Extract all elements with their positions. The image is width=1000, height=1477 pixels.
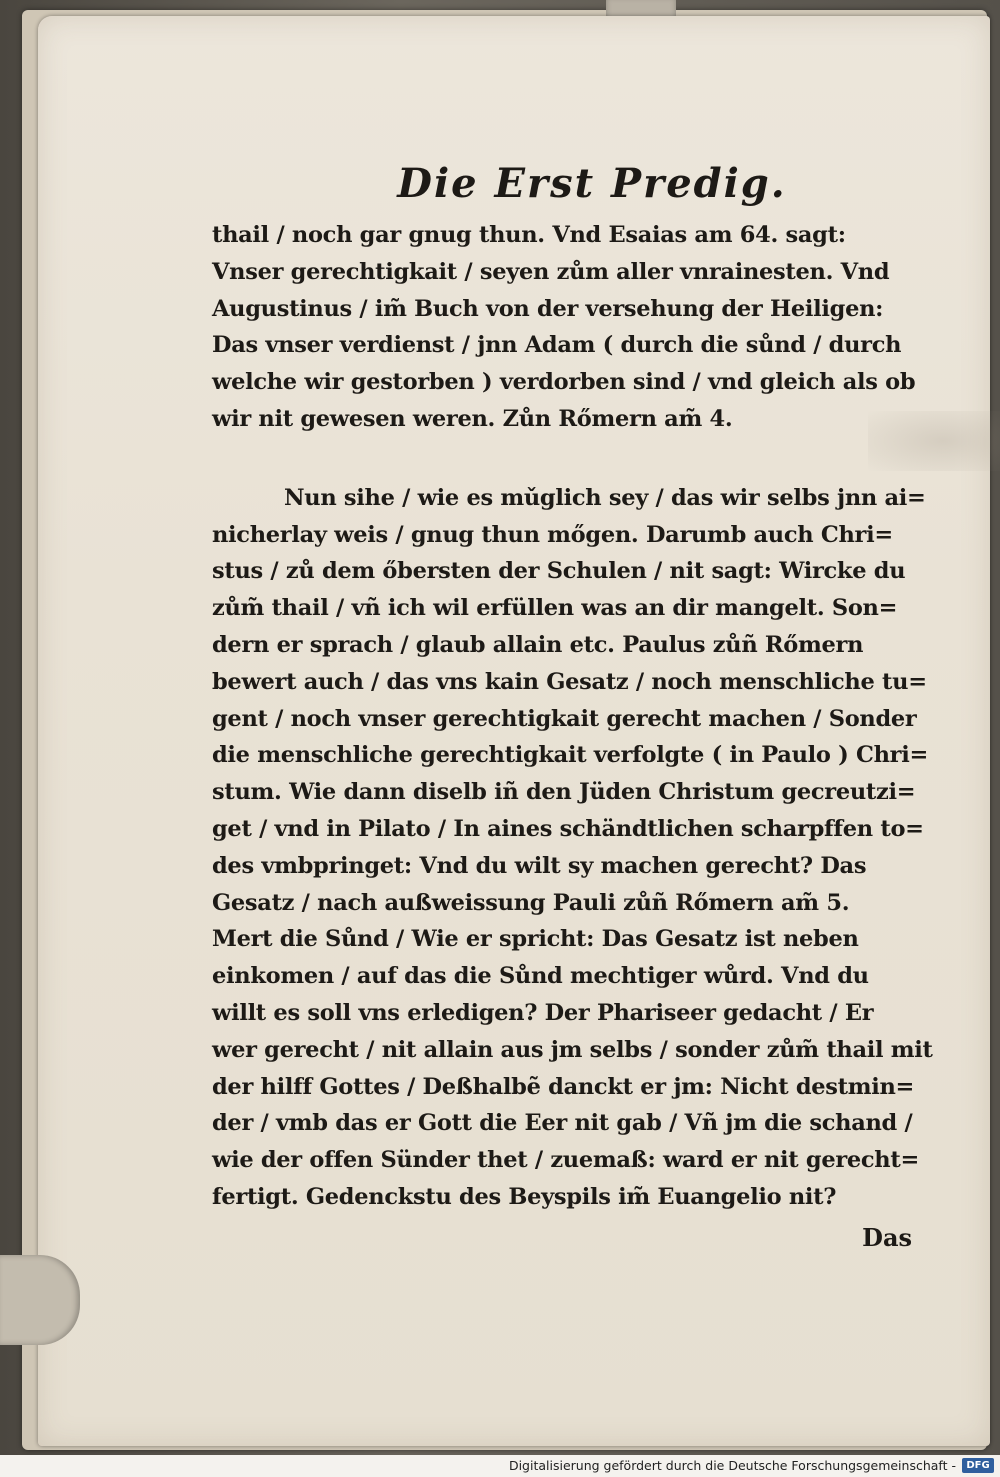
text-line: willt es soll vns erledigen? Der Phariseer gedacht / Er <box>212 999 874 1026</box>
text-line: fertigt. Gedenckstu des Beyspils im̃ Euangelio nit? <box>212 1183 837 1210</box>
text-line: get / vnd in Pilato / In aines schändtlichen scharpffen to= <box>212 815 924 842</box>
text-line: wir nit gewesen weren. Zůn Rőmern am̃ 4. <box>212 405 733 432</box>
text-line: nicherlay weis / gnug thun mőgen. Darumb auch Chri= <box>212 521 893 548</box>
text-line: Nun sihe / wie es mǔglich sey / das wir selbs jnn ai= <box>284 484 926 511</box>
text-line: der hilff Gottes / Deßhalbẽ danckt er jm: Nicht destmin= <box>212 1073 915 1100</box>
text-line: der / vmb das er Gott die Eer nit gab / Vñ jm die schand / <box>212 1110 913 1137</box>
text-line: gent / noch vnser gerechtigkait gerecht machen / Sonder <box>212 705 917 732</box>
footer-credit: Digitalisierung gefördert durch die Deutsche Forschungsgemeinschaft - <box>508 1458 956 1473</box>
text-line: thail / noch gar gnug thun. Vnd Esaias am 64. sagt: <box>212 222 846 248</box>
text-line: des vmbpringet: Vnd du wilt sy machen gerecht? Das <box>212 852 867 879</box>
running-head: Die Erst Predig. <box>397 160 787 207</box>
paragraph-2 <box>212 480 933 1216</box>
page-text-block <box>212 160 933 1256</box>
text-line: wie der offen Sünder thet / zuemaß: ward er nit gerecht= <box>212 1147 920 1174</box>
text-line: Mert die Sůnd / Wie er spricht: Das Gesatz ist neben <box>212 926 859 953</box>
text-line: Gesatz / nach außweissung Pauli zůñ Rőmern am̃ 5. <box>212 889 850 916</box>
text-line: Das vnser verdienst / jnn Adam ( durch die sůnd / durch <box>212 332 902 359</box>
text-line: Augustinus / im̃ Buch von der versehung der Heiligen: <box>212 295 884 322</box>
text-line: stum. Wie dann diselb iñ den Jüden Christum gecreutzi= <box>212 779 916 806</box>
text-line: Vnser gerechtigkait / seyen zům aller vnrainesten. Vnd <box>212 258 890 285</box>
left-clip-tab <box>0 1255 80 1345</box>
dfg-logo: DFG <box>962 1458 994 1473</box>
paragraph-1 <box>212 217 916 438</box>
text-line: wer gerecht / nit allain aus jm selbs / sonder zům̃ thail mit <box>212 1036 933 1063</box>
text-line: einkomen / auf das die Sůnd mechtiger wůrd. Vnd du <box>212 963 869 990</box>
text-line: dern er sprach / glaub allain etc. Paulus zůñ Rőmern <box>212 631 864 658</box>
text-line: die menschliche gerechtigkait verfolgte ( in Paulo ) Chri= <box>212 742 929 769</box>
text-line: bewert auch / das vns kain Gesatz / noch menschliche tu= <box>212 668 927 695</box>
text-line: zům̃ thail / vñ ich wil erfüllen was an dir mangelt. Son= <box>212 595 898 622</box>
text-line: stus / zů dem őbersten der Schulen / nit sagt: Wircke du <box>212 558 906 585</box>
digitization-footer <box>0 1455 1000 1477</box>
catchword: Das <box>862 1222 912 1252</box>
text-line: welche wir gestorben ) verdorben sind / vnd gleich als ob <box>212 369 916 396</box>
